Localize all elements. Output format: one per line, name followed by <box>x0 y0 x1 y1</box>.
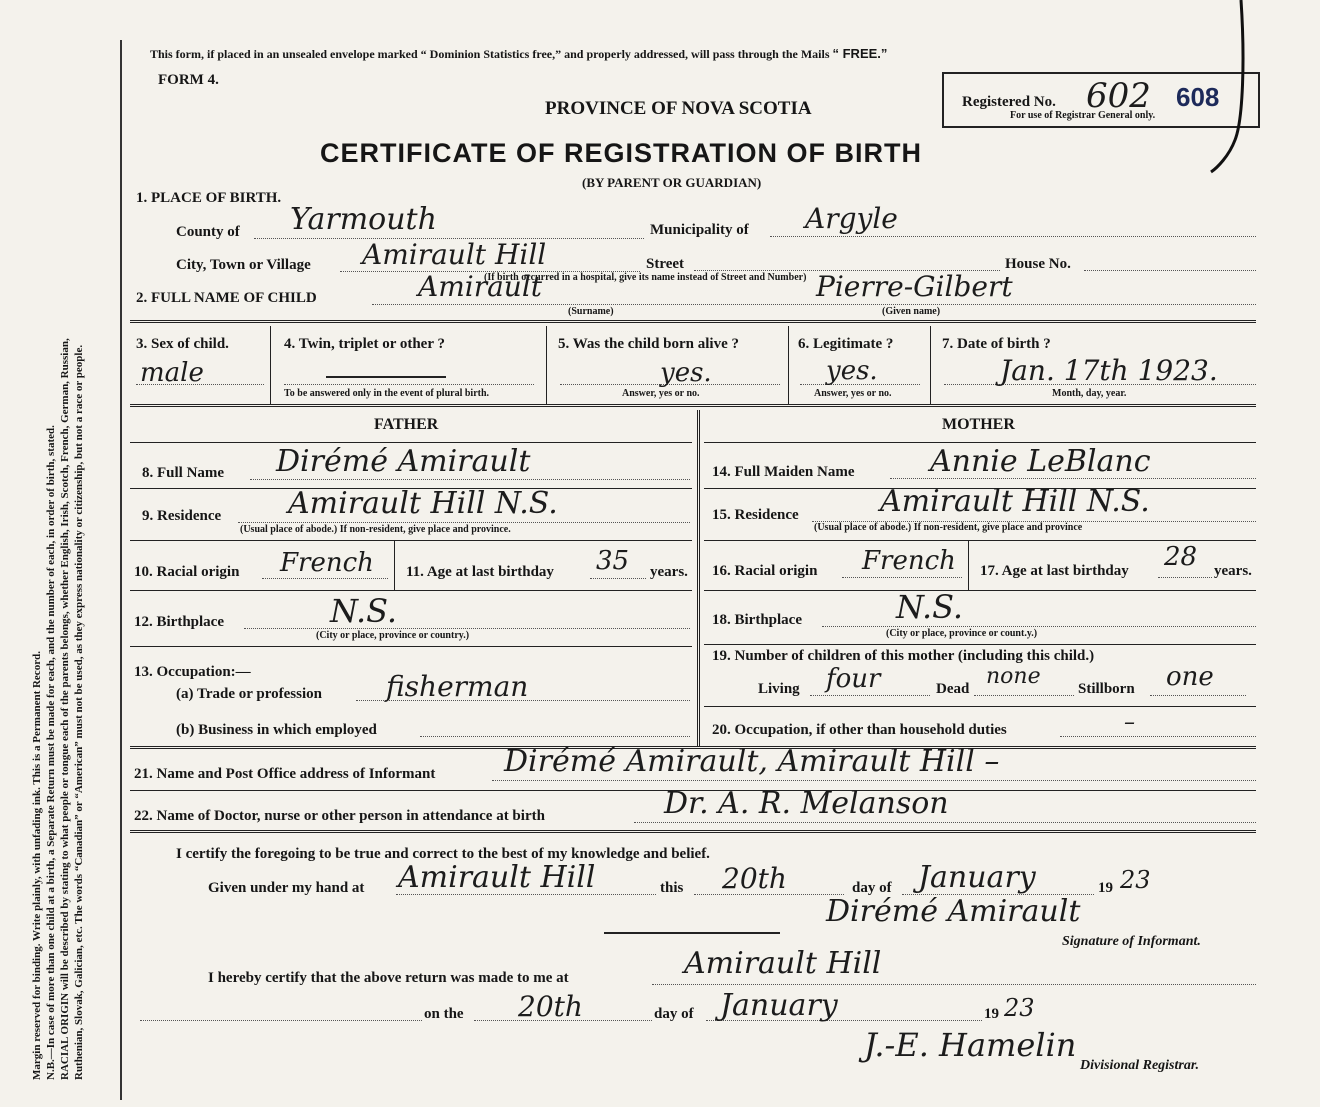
given-month-value: January <box>918 860 1036 895</box>
binding-margin-line <box>120 40 122 1100</box>
dead-value: none <box>986 664 1041 689</box>
mother-birthplace-label: 18. Birthplace <box>712 612 802 628</box>
place-of-birth-label: 1. PLACE OF BIRTH. <box>136 190 282 206</box>
mail-notice-text: This form, if placed in an unsealed envelope marked “ Dominion Statistics free,” and properly addressed, will pass through the Mails <box>150 47 830 61</box>
father-residence-note: (Usual place of abode.) If non-resident, give place and province. <box>240 524 511 535</box>
legitimate-note: Answer, yes or no. <box>814 388 892 399</box>
registrar-day-value: 20th <box>518 990 583 1023</box>
twin-label: 4. Twin, triplet or other ? <box>284 336 445 352</box>
margin-line-4: Ruthenian, Slovak, Galician, etc. The words “Canadian” or “American” must not be used, as they express nationality or citizenship, but not a race or people. <box>73 344 85 1080</box>
mother-age-label: 17. Age at last birthday <box>980 563 1129 579</box>
given-year-suffix: 23 <box>1120 866 1151 894</box>
certificate-subtitle: (BY PARENT OR GUARDIAN) <box>582 175 762 190</box>
sex-label: 3. Sex of child. <box>136 336 229 352</box>
dead-label: Dead <box>936 681 970 697</box>
county-label: County of <box>176 224 240 240</box>
given-day-of-label: day of <box>852 880 892 896</box>
born-alive-note: Answer, yes or no. <box>622 388 700 399</box>
father-birthplace-value: N.S. <box>330 592 398 630</box>
registered-label: Registered No. <box>962 94 1056 110</box>
sex-value: male <box>140 358 204 388</box>
business-label: (b) Business in which employed <box>176 722 377 738</box>
registrar-month-value: January <box>720 988 838 1023</box>
mail-notice-free: “ FREE.” <box>832 46 888 61</box>
father-occupation-label: 13. Occupation:— <box>134 664 251 680</box>
city-label: City, Town or Village <box>176 257 311 273</box>
margin-instructions <box>30 40 86 1080</box>
father-age-value: 35 <box>596 546 630 576</box>
certify-statement: I certify the foregoing to be true and correct to the best of my knowledge and belief. <box>176 846 710 862</box>
trade-value: fisherman <box>386 670 529 703</box>
date-of-birth-note: Month, day, year. <box>1052 388 1127 399</box>
mother-racial-value: French <box>862 546 956 576</box>
doctor-label: 22. Name of Doctor, nurse or other person in attendance at birth <box>134 808 545 824</box>
living-value: four <box>826 664 881 694</box>
mother-racial-label: 16. Racial origin <box>712 563 818 579</box>
father-racial-label: 10. Racial origin <box>134 564 240 580</box>
mail-notice <box>150 46 887 62</box>
given-name-caption: (Given name) <box>882 306 941 317</box>
stillborn-value: one <box>1166 662 1214 692</box>
father-name-label: 8. Full Name <box>142 465 225 481</box>
mother-residence-value: Amirault Hill N.S. <box>880 484 1150 519</box>
registrar-pen-stroke <box>1205 0 1255 180</box>
registrar-use-note: For use of Registrar General only. <box>1010 110 1156 121</box>
mother-residence-label: 15. Residence <box>712 507 799 523</box>
mother-name-label: 14. Full Maiden Name <box>712 464 855 480</box>
father-residence-value: Amirault Hill N.S. <box>288 486 558 521</box>
county-value: Yarmouth <box>290 202 437 237</box>
legitimate-value: yes. <box>826 356 878 386</box>
mother-birthplace-note: (City or place, province or count.y.) <box>886 628 1038 639</box>
hospital-note: (If birth occurred in a hospital, give its name instead of Street and Number) <box>484 272 807 283</box>
margin-line-1: Margin reserved for binding. Write plainly, with unfading ink. This is a Permanent Record. <box>31 651 43 1080</box>
given-place-value: Amirault Hill <box>398 860 596 895</box>
father-age-unit: years. <box>650 564 688 580</box>
registered-stamped-number: 608 <box>1176 82 1220 112</box>
registered-handwritten: 602 <box>1086 76 1151 116</box>
father-name-value: Dirémé Amirault <box>276 444 531 479</box>
this-label: this <box>660 880 684 896</box>
registrar-day-of-label: day of <box>654 1006 694 1022</box>
doctor-value: Dr. A. R. Melanson <box>664 786 949 821</box>
born-alive-value: yes. <box>660 358 712 388</box>
informant-label: 21. Name and Post Office address of Informant <box>134 766 436 782</box>
surname-caption: (Surname) <box>568 306 614 317</box>
registrar-signature: J.-E. Hamelin <box>864 1026 1077 1064</box>
municipality-value: Argyle <box>805 202 898 235</box>
registrar-statement: I hereby certify that the above return was made to me at <box>208 970 569 986</box>
father-heading: FATHER <box>374 416 439 433</box>
margin-line-3: RACIAL ORIGIN will be described by stating to what people or tongue each of the parents belongs, whether English, Irish, Scotch, French, German, Russian, <box>59 338 71 1080</box>
street-label: Street <box>646 256 685 272</box>
province-heading: PROVINCE OF NOVA SCOTIA <box>545 98 812 119</box>
registrar-year-suffix: 23 <box>1004 994 1035 1022</box>
living-label: Living <box>758 681 800 697</box>
mother-occupation-label: 20. Occupation, if other than household duties <box>712 722 1007 738</box>
on-the-label: on the <box>424 1006 464 1022</box>
stillborn-label: Stillborn <box>1078 681 1135 697</box>
informant-signature: Dirémé Amirault <box>826 894 1081 929</box>
signature-caption: Signature of Informant. <box>1062 934 1201 949</box>
mother-occupation-value: – <box>1124 710 1135 735</box>
child-surname-value: Amirault <box>418 270 543 303</box>
house-number-label: House No. <box>1005 256 1071 272</box>
given-day-value: 20th <box>722 862 787 895</box>
margin-line-2: N.B.—In case of more than one child at a birth, a Separate Return must be made for each, and the number of each, in order of birth, stated. <box>45 425 57 1080</box>
registrar-caption: Divisional Registrar. <box>1080 1058 1200 1073</box>
registrar-year-prefix: 19 <box>984 1006 999 1022</box>
date-of-birth-label: 7. Date of birth ? <box>942 336 1051 352</box>
father-racial-value: French <box>280 548 374 578</box>
born-alive-label: 5. Was the child born alive ? <box>558 336 739 352</box>
mother-name-value: Annie LeBlanc <box>930 444 1151 479</box>
father-residence-label: 9. Residence <box>142 508 222 524</box>
mother-age-unit: years. <box>1214 563 1252 579</box>
informant-value: Dirémé Amirault, Amirault Hill – <box>504 744 1000 779</box>
child-given-name-value: Pierre-Gilbert <box>816 270 1013 303</box>
trade-label: (a) Trade or profession <box>176 686 322 702</box>
father-birthplace-label: 12. Birthplace <box>134 614 224 630</box>
father-age-label: 11. Age at last birthday <box>406 564 554 580</box>
mother-birthplace-value: N.S. <box>896 588 964 626</box>
date-of-birth-value: Jan. 17th 1923. <box>1000 354 1218 387</box>
mother-heading: MOTHER <box>942 416 1015 433</box>
registrar-place-value: Amirault Hill <box>684 946 882 981</box>
municipality-label: Municipality of <box>650 222 749 238</box>
children-count-label: 19. Number of children of this mother (including this child.) <box>712 648 1095 664</box>
father-birthplace-note: (City or place, province or country.) <box>316 630 470 641</box>
given-year-prefix: 19 <box>1098 880 1113 896</box>
form-number: FORM 4. <box>158 72 219 88</box>
given-under-label: Given under my hand at <box>208 880 365 896</box>
mother-residence-note: (Usual place of abode.) If non-resident, give place and province <box>814 522 1083 533</box>
twin-note: To be answered only in the event of plural birth. <box>284 388 490 399</box>
mother-age-value: 28 <box>1164 542 1198 572</box>
city-value: Amirault Hill <box>362 238 547 271</box>
certificate-title: CERTIFICATE OF REGISTRATION OF BIRTH <box>320 138 922 168</box>
legitimate-label: 6. Legitimate ? <box>798 336 894 352</box>
child-name-label: 2. FULL NAME OF CHILD <box>136 290 317 306</box>
